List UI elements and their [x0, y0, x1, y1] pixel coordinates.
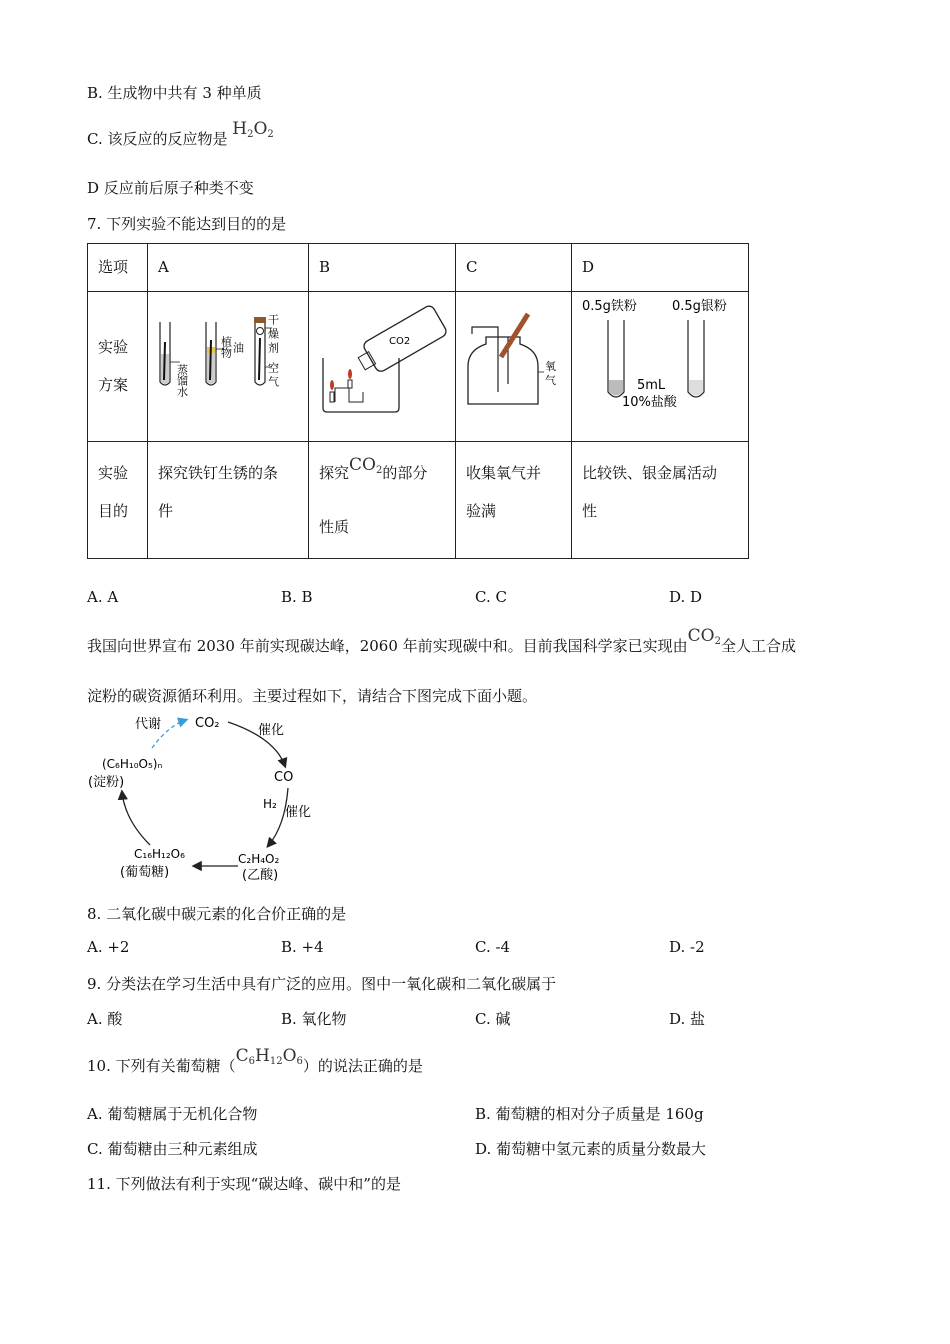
purpose-d: 比较铁、银金属活动 性: [582, 464, 718, 520]
q11-stem: 11. 下列做法有利于实现“碳达峰、碳中和”的是: [87, 1175, 401, 1193]
q6-option-d: D 反应前后原子种类不变: [87, 179, 254, 197]
q6-option-c-text: C. 该反应的反应物是: [87, 130, 228, 148]
table-header-c: C: [466, 258, 478, 276]
q9-option-c[interactable]: C. 碱: [475, 1010, 511, 1028]
q10-option-d[interactable]: D. 葡萄糖中氢元素的质量分数最大: [475, 1140, 707, 1158]
co2-bottle-label: CO2: [389, 336, 411, 347]
starch-name: (淀粉): [88, 775, 125, 790]
q10-option-b[interactable]: B. 葡萄糖的相对分子质量是 160g: [475, 1105, 704, 1123]
h2-label: H₂: [263, 797, 277, 811]
q8-option-d[interactable]: D. -2: [669, 938, 705, 956]
q8-option-b[interactable]: B. +4: [281, 938, 324, 956]
q7-stem: 7. 下列实验不能达到目的的是: [87, 215, 287, 233]
svg-text:燥: 燥: [266, 328, 280, 339]
plant-oil-label-1: 植物: [219, 336, 233, 358]
catalyze-label-1: 催化: [258, 723, 285, 738]
volume-label: 5mL: [637, 378, 666, 393]
co2-pour-candle-figure: [309, 292, 455, 437]
desiccant-label: 干: [266, 314, 280, 325]
q10-option-a[interactable]: A. 葡萄糖属于无机化合物: [87, 1105, 258, 1123]
q9-stem: 9. 分类法在学习生活中具有广泛的应用。图中一氧化碳和二氧化碳属于: [87, 975, 557, 993]
q7-option-c[interactable]: C. C: [475, 588, 507, 606]
table-header-a: A: [158, 258, 169, 276]
co2-formula: $CO_2$: [349, 455, 383, 476]
iron-nail-1: [164, 342, 165, 380]
q9-option-d[interactable]: D. 盐: [669, 1010, 706, 1028]
experiment-table: [87, 243, 749, 559]
wooden-splint: [501, 314, 528, 357]
node-acetic-acid: C₂H₄O₂: [238, 852, 280, 866]
purpose-b: 探究$CO_2$的部分 性质: [319, 455, 428, 536]
q6-option-b: B. 生成物中共有 3 种单质: [87, 84, 262, 102]
acetic-acid-name: (乙酸): [242, 868, 279, 883]
acid-label: 10%盐酸: [622, 395, 677, 410]
plant-oil-label-2: 油: [231, 342, 245, 353]
table-header-option: 选项: [98, 258, 129, 276]
gas-collecting-bottle: [468, 337, 538, 404]
oxygen-collection-figure: [456, 292, 571, 437]
oxygen-label-2: 气: [545, 374, 556, 387]
oxygen-label-1: 氧: [545, 360, 556, 373]
table-header-d: D: [582, 258, 595, 276]
q7-option-a[interactable]: A. A: [87, 588, 119, 606]
h2o2-formula: $H_2O_2$: [232, 119, 274, 140]
glucose-name: (葡萄糖): [120, 865, 170, 880]
q8-option-a[interactable]: A. +2: [87, 938, 130, 956]
iron-nail-3: [259, 338, 260, 380]
rusting-experiment-figure: [148, 292, 308, 437]
arrow-glucose-to-starch: [122, 792, 150, 845]
air-label-2: 气: [266, 376, 280, 387]
row-label-plan: 实验 方案: [98, 338, 129, 394]
air-label-1: 空: [266, 362, 280, 373]
q10-stem: 10. 下列有关葡萄糖$(C_6H_{12}O_6)$的说法正确的是: [87, 1046, 423, 1075]
q7-option-d[interactable]: D. D: [669, 588, 703, 606]
carbon-cycle-diagram: [80, 708, 340, 888]
table-header-b: B: [319, 258, 331, 276]
beaker: [323, 358, 399, 412]
purpose-a: 探究铁钉生锈的条 件: [158, 464, 279, 520]
intro-line-1: 我国向世界宣布 2030 年前实现碳达峰，2060 年前实现碳中和。目前我国科学家已实现由$CO_2$全人工合成: [87, 626, 796, 655]
svg-text:剂: 剂: [266, 342, 280, 353]
q9-option-b[interactable]: B. 氧化物: [281, 1010, 347, 1028]
iron-powder-label: 0.5g铁粉: [582, 299, 637, 314]
catalyze-label-2: 催化: [285, 805, 312, 820]
distilled-water-label: 蒸馏水: [175, 364, 189, 397]
node-glucose: C₁₆H₁₂O₆: [134, 847, 185, 861]
q10-option-c[interactable]: C. 葡萄糖由三种元素组成: [87, 1140, 258, 1158]
q8-option-c[interactable]: C. -4: [475, 938, 511, 956]
metal-activity-figure: [572, 292, 748, 437]
node-co: CO: [274, 770, 294, 785]
node-co2: CO₂: [195, 716, 220, 731]
co2-formula-intro: $CO_2$: [687, 626, 721, 647]
metabolism-label: 代谢: [135, 717, 162, 732]
q8-stem: 8. 二氧化碳中碳元素的化合价正确的是: [87, 905, 347, 923]
node-starch: (C₆H₁₀O₅)ₙ: [102, 757, 163, 771]
row-label-purpose: 实验 目的: [98, 464, 129, 520]
iron-nail-2: [210, 340, 211, 380]
purpose-c: 收集氧气并 验满: [466, 464, 542, 520]
intro-line-2: 淀粉的碳资源循环利用。主要过程如下，请结合下图完成下面小题。: [87, 687, 538, 705]
q9-option-a[interactable]: A. 酸: [87, 1010, 123, 1028]
q7-option-b[interactable]: B. B: [281, 588, 313, 606]
glucose-formula: $C_6H_{12}O_6$: [235, 1046, 303, 1067]
q6-option-c: [87, 119, 274, 150]
silver-powder-label: 0.5g银粉: [672, 299, 727, 314]
